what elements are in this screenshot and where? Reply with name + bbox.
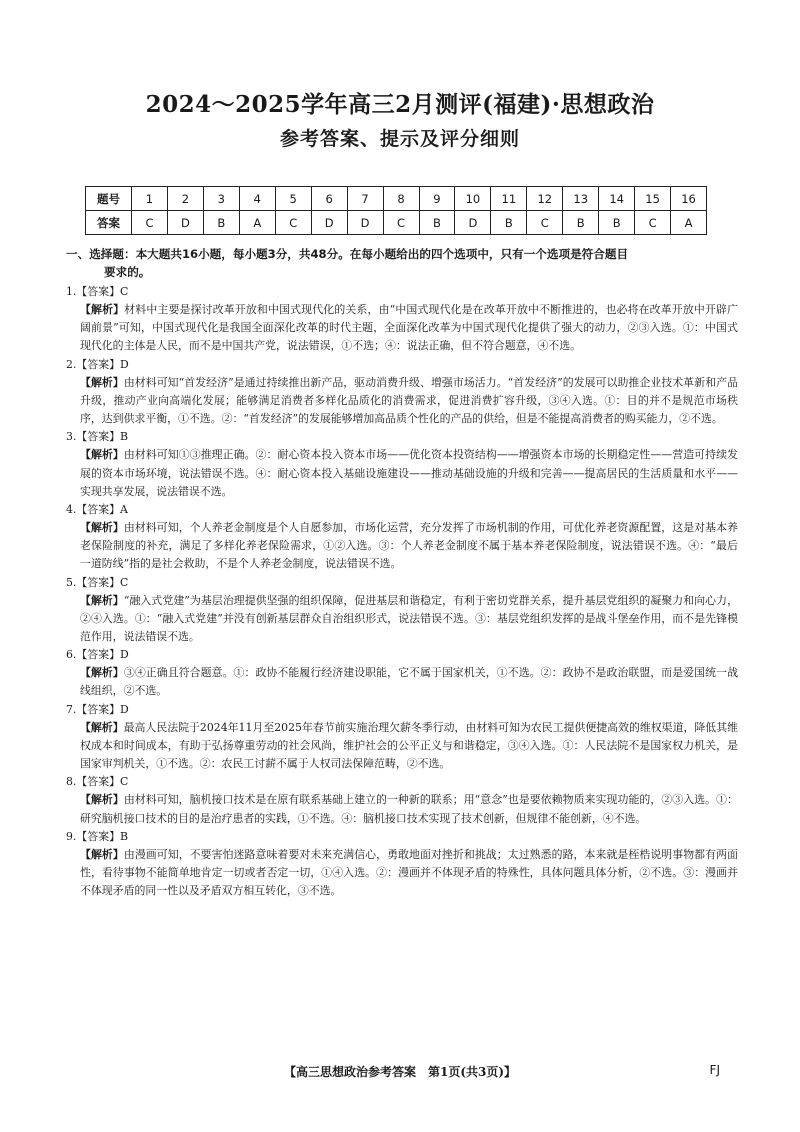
- question-number: 9.: [66, 829, 77, 843]
- question-number-cell: 6: [311, 187, 347, 211]
- answer-tag: 【答案】: [76, 648, 120, 662]
- answer-tag: 【答案】: [76, 575, 120, 589]
- question-number: 6.: [66, 648, 77, 662]
- question-block: [66, 773, 738, 827]
- analysis-tag: 【解析】: [80, 793, 124, 807]
- answer-letter: C: [119, 775, 129, 789]
- question-block: [66, 356, 738, 429]
- question-number-cell: 14: [599, 187, 635, 211]
- section-heading-line-2: 要求的。: [104, 265, 151, 279]
- question-number: 5.: [66, 575, 77, 589]
- answer-letter: C: [119, 285, 129, 298]
- question-block: [66, 646, 738, 700]
- question-number-cell: 3: [203, 187, 239, 211]
- answer-line: [66, 356, 738, 374]
- answer-cell: D: [167, 211, 203, 235]
- analysis-text: 最高人民法院于2024年11月至2025年春节前实施治理欠薪冬季行动，由材料可知为农民工提供便捷高效的维权渠道，降低其维权成本和时间成本，有助于弘扬尊重劳动的社会风尚，维护社会的公平正义与和谐稳定，③④入选。①：人民法院不是国家权力机关，是国家审判机关，①不选。②：农民工讨薪不属于人权司法保障范畴，②不选。: [80, 720, 738, 771]
- answer-tag: 【答案】: [76, 502, 120, 516]
- question-block: [66, 501, 738, 574]
- question-number: 1.: [66, 285, 77, 298]
- answer-line: [66, 283, 738, 301]
- analysis-text: 由材料可知①③推理正确。②：耐心资本投入资本市场——优化资本投资结构——增强资本市场的长期稳定性——营造可持续发展的资本市场环境，说法错误不选。④：耐心资本投入基础设施建设——推动基础设施的升级和完善——提高居民的生活质量和水平——实现共享发展，说法错误不选。: [80, 448, 738, 498]
- question-number: 8.: [66, 775, 77, 789]
- row-label-number: 题号: [86, 187, 132, 211]
- answer-letter: D: [119, 702, 129, 716]
- answer-cell: B: [599, 211, 635, 235]
- question-block: [66, 574, 738, 647]
- question-number-cell: 13: [563, 187, 599, 211]
- answer-letter: B: [119, 430, 128, 444]
- answer-tag: 【答案】: [76, 285, 120, 298]
- answer-table-answer-row: [86, 211, 707, 235]
- answer-cell: C: [383, 211, 419, 235]
- answer-line: [66, 701, 738, 719]
- question-number: 4.: [66, 502, 77, 516]
- answer-line: [66, 501, 738, 519]
- question-block: [66, 283, 738, 356]
- analysis-text: 由材料可知，脑机接口技术是在原有联系基础上建立的一种新的联系；用“意念”也是要依赖物质来实现功能的，②③入选。①：研究脑机接口技术的目的是治疗患者的实践，①不选。④：脑机接口技术实现了技术创新，但规律不能创新，④不选。: [80, 793, 738, 825]
- page-title: 2024～2025学年高三2月测评(福建)·思想政治: [145, 91, 655, 118]
- answer-cell: D: [347, 211, 383, 235]
- analysis-tag: 【解析】: [80, 375, 124, 389]
- answer-letter: D: [119, 648, 129, 662]
- question-number-cell: 2: [167, 187, 203, 211]
- question-number-cell: 5: [275, 187, 311, 211]
- answer-tag: 【答案】: [76, 357, 120, 371]
- analysis-text: 由材料可知，个人养老金制度是个人自愿参加，市场化运营，充分发挥了市场机制的作用，可优化养老资源配置，这是对基本养老保险制度的补充，满足了多样化养老保险需求，①②入选。③：个人养老金制度不属于基本养老保险制度，说法错误不选。④：“最后一道防线”指的是社会救助，不是个人养老金制度，说法错误不选。: [80, 521, 738, 571]
- analysis-tag: 【解析】: [80, 666, 124, 680]
- analysis-tag: 【解析】: [80, 448, 124, 462]
- answer-cell: C: [527, 211, 563, 235]
- answer-explanations: [66, 283, 738, 900]
- question-number-cell: 8: [383, 187, 419, 211]
- answer-line: [66, 828, 738, 846]
- answer-line: [66, 646, 738, 664]
- question-number-cell: 16: [671, 187, 707, 211]
- question-block: [66, 428, 738, 501]
- answer-cell: D: [455, 211, 491, 235]
- section-heading-line-1: 一、选择题：本大题共16小题，每小题3分，共48分。在每小题给出的四个选项中，只有一个选项是符合题目: [66, 247, 629, 261]
- answer-cell: B: [491, 211, 527, 235]
- question-block: [66, 828, 738, 901]
- answer-cell: C: [635, 211, 671, 235]
- answer-cell: A: [671, 211, 707, 235]
- analysis-paragraph: [66, 719, 738, 773]
- analysis-text: ③④正确且符合题意。①：政协不能履行经济建设职能，它不属于国家机关，①不选。②：政协不是政治联盟，而是爱国统一战线组织，②不选。: [80, 666, 738, 698]
- analysis-paragraph: [66, 301, 738, 355]
- question-number-cell: 4: [239, 187, 275, 211]
- analysis-tag: 【解析】: [80, 303, 125, 317]
- answer-cell: D: [311, 211, 347, 235]
- analysis-tag: 【解析】: [80, 593, 124, 607]
- answer-tag: 【答案】: [76, 702, 120, 716]
- analysis-tag: 【解析】: [80, 521, 124, 535]
- question-number: 2.: [66, 357, 77, 371]
- answer-cell: C: [132, 211, 168, 235]
- analysis-text: 材料中主要是探讨改革开放和中国式现代化的关系，由“中国式现代化是在改革开放中不断推进的，也必将在改革开放中开辟广阔前景”可知，中国式现代化是我国全面深化改革的时代主题，全面深化改革为中国式现代化提供了强大的动力，②③入选。①：中国式现代化的主体是人民，而不是中国共产党，说法错误，①不选；④：说法正确，但不符合题意，④不选。: [80, 303, 738, 353]
- analysis-paragraph: [66, 592, 738, 646]
- row-label-answer: 答案: [86, 211, 132, 235]
- analysis-paragraph: [66, 791, 738, 827]
- analysis-tag: 【解析】: [80, 847, 124, 861]
- answer-line: [66, 428, 738, 446]
- answer-line: [66, 773, 738, 791]
- question-number-cell: 11: [491, 187, 527, 211]
- page-subtitle: 参考答案、提示及评分细则: [279, 128, 520, 150]
- answer-table-number-row: [86, 187, 707, 211]
- question-number-cell: 9: [419, 187, 455, 211]
- question-number-cell: 10: [455, 187, 491, 211]
- analysis-text: 由漫画可知，不要害怕迷路意味着要对未来充满信心，勇敢地面对挫折和挑战；太过熟悉的路，本来就是桎梏说明事物都有两面性，看待事物不能简单地肯定一切或者否定一切，①④入选。②：漫画并不体现矛盾的特殊性，具体问题具体分析，②不选。③：漫画并不体现矛盾的同一性以及矛盾双方相互转化，③不选。: [80, 847, 738, 898]
- analysis-paragraph: [66, 374, 738, 428]
- analysis-paragraph: [66, 519, 738, 573]
- analysis-paragraph: [66, 664, 738, 700]
- answer-line: [66, 574, 738, 592]
- question-number-cell: 15: [635, 187, 671, 211]
- answer-letter: A: [119, 502, 128, 516]
- analysis-paragraph: [66, 446, 738, 500]
- analysis-tag: 【解析】: [80, 720, 124, 734]
- question-number-cell: 7: [347, 187, 383, 211]
- question-number-cell: 1: [132, 187, 168, 211]
- analysis-text: 由材料可知“首发经济”是通过持续推出新产品，驱动消费升级、增强市场活力。“首发经济”的发展可以助推企业技术革新和产品升级，推动产业向高端化发展；能够满足消费者多样化品质化的消费需求，促进消费扩容升级，③④入选。①：目的并不是规范市场秩序，达到供求平衡，①不选。②：“首发经济”的发展能够增加高品质个性化的产品的供给，但是不能提高消费者的购买能力，②不选。: [80, 375, 738, 426]
- analysis-paragraph: [66, 846, 738, 900]
- answer-cell: C: [275, 211, 311, 235]
- question-number: 3.: [66, 430, 77, 444]
- question-block: [66, 701, 738, 774]
- answer-tag: 【答案】: [76, 430, 120, 444]
- analysis-text: “融入式党建”为基层治理提供坚强的组织保障，促进基层和谐稳定，有利于密切党群关系，提升基层党组织的凝聚力和向心力，②④入选。①：“融入式党建”并没有创新基层群众自治组织形式，说法错误不选。③：基层党组织发挥的是战斗堡垒作用，而不是先锋模范作用，说法错误不选。: [80, 593, 738, 643]
- answer-table: [85, 186, 707, 235]
- answer-tag: 【答案】: [76, 829, 120, 843]
- answer-cell: B: [203, 211, 239, 235]
- answer-cell: B: [419, 211, 455, 235]
- answer-cell: A: [239, 211, 275, 235]
- question-number-cell: 12: [527, 187, 563, 211]
- page-footer: 【高三思想政治参考答案 第1页(共3页)】: [283, 1065, 517, 1079]
- region-code: FJ: [709, 1063, 720, 1077]
- question-number: 7.: [66, 702, 77, 716]
- answer-letter: D: [119, 357, 129, 371]
- answer-letter: B: [119, 829, 128, 843]
- answer-tag: 【答案】: [76, 775, 120, 789]
- answer-cell: B: [563, 211, 599, 235]
- section-heading: [66, 245, 738, 281]
- answer-letter: C: [119, 575, 129, 589]
